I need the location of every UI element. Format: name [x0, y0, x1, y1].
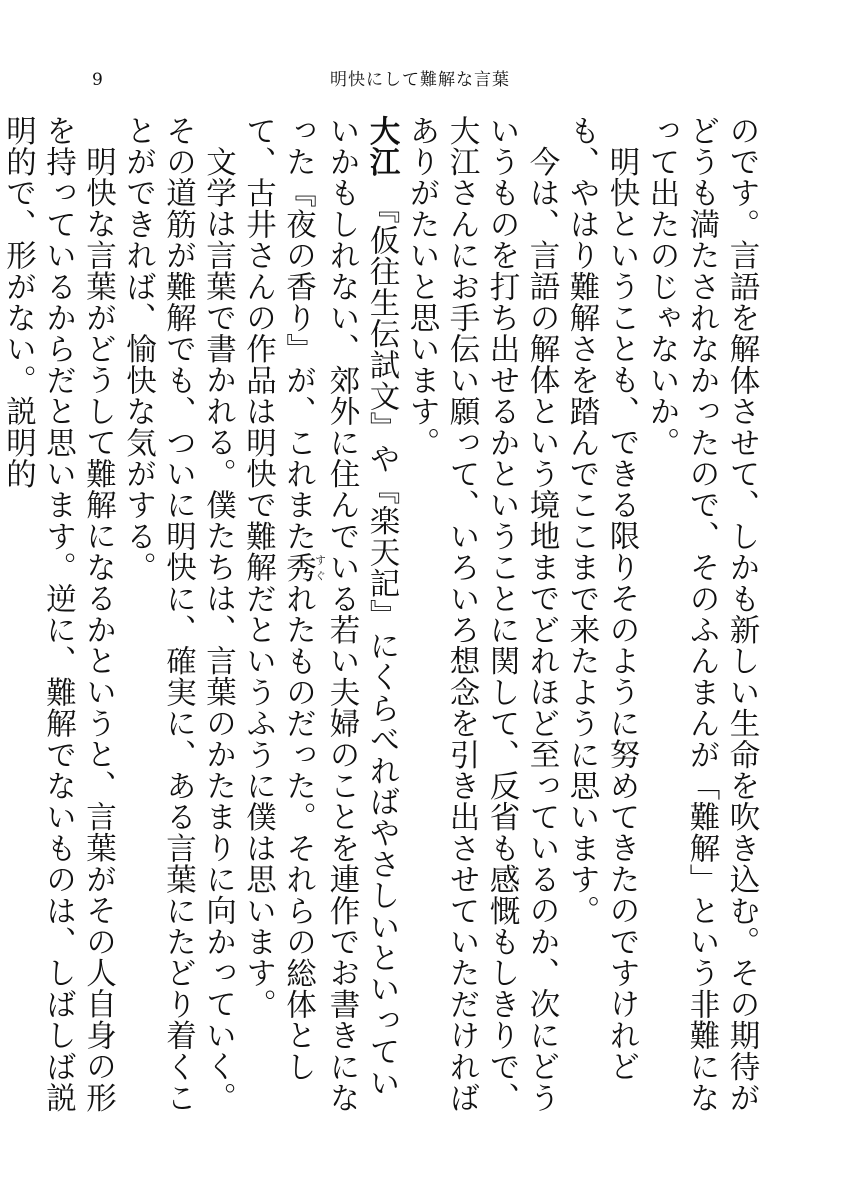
running-title: 明快にして難解な言葉 — [330, 70, 510, 90]
paragraph: 今は、言語の解体という境地までどれほど至っているのか、次にどういうものを打ち出せるかということに関して、反省も感慨もしきりで、大江さんにお手伝い願って、いろいろ想念を引き出させていただければありがたいと思います。 — [404, 115, 559, 1114]
paragraph: 文学は言葉で書かれる。僕たちは、言葉のかたまりに向かっていく。その道筋が難解でも、ついに明快に、確実に、ある言葉にたどり着くことができれば、愉快な気がする。 — [120, 115, 236, 1114]
paragraph: 明快な言葉がどうして難解になるかというと、言葉がその人自身の形を持っているからだと思います。逆に、難解でないものは、しばしば説明的で、形がない。説明的 — [0, 115, 116, 1114]
speaker-label: 大江 — [364, 115, 399, 178]
ruby-reading: すぐ — [313, 551, 327, 584]
ruby-base: 秀 — [280, 551, 316, 584]
page-number: 9 — [92, 70, 103, 90]
ruby-word — [280, 551, 327, 584]
paragraph-text: れたものだった。それらの総体として、古井さんの作品は明快で難解だというふうに僕は思います。 — [240, 115, 316, 1083]
paragraph: のです。言語を解体させて、しかも新しい生命を吹き込む。その期待がどうも満たされなかったので、そのふんまんが「難解」という非難になって出たのじゃないか。 — [644, 115, 759, 1114]
paragraph-text: 『仮往生伝試文』や『楽天記』にくらべればやさしいといっていいかもしれない、郊外に住んでいる若い夫婦のことを連作でお書きになった『夜の香り』が、これまた — [280, 115, 399, 1114]
body-text — [0, 115, 761, 1125]
speaker-paragraph — [238, 115, 402, 1125]
paragraph: 明快ということも、できる限りそのように努めてきたのですけれども、やはり難解さを踏んでここまで来たように思います。 — [564, 115, 639, 1082]
